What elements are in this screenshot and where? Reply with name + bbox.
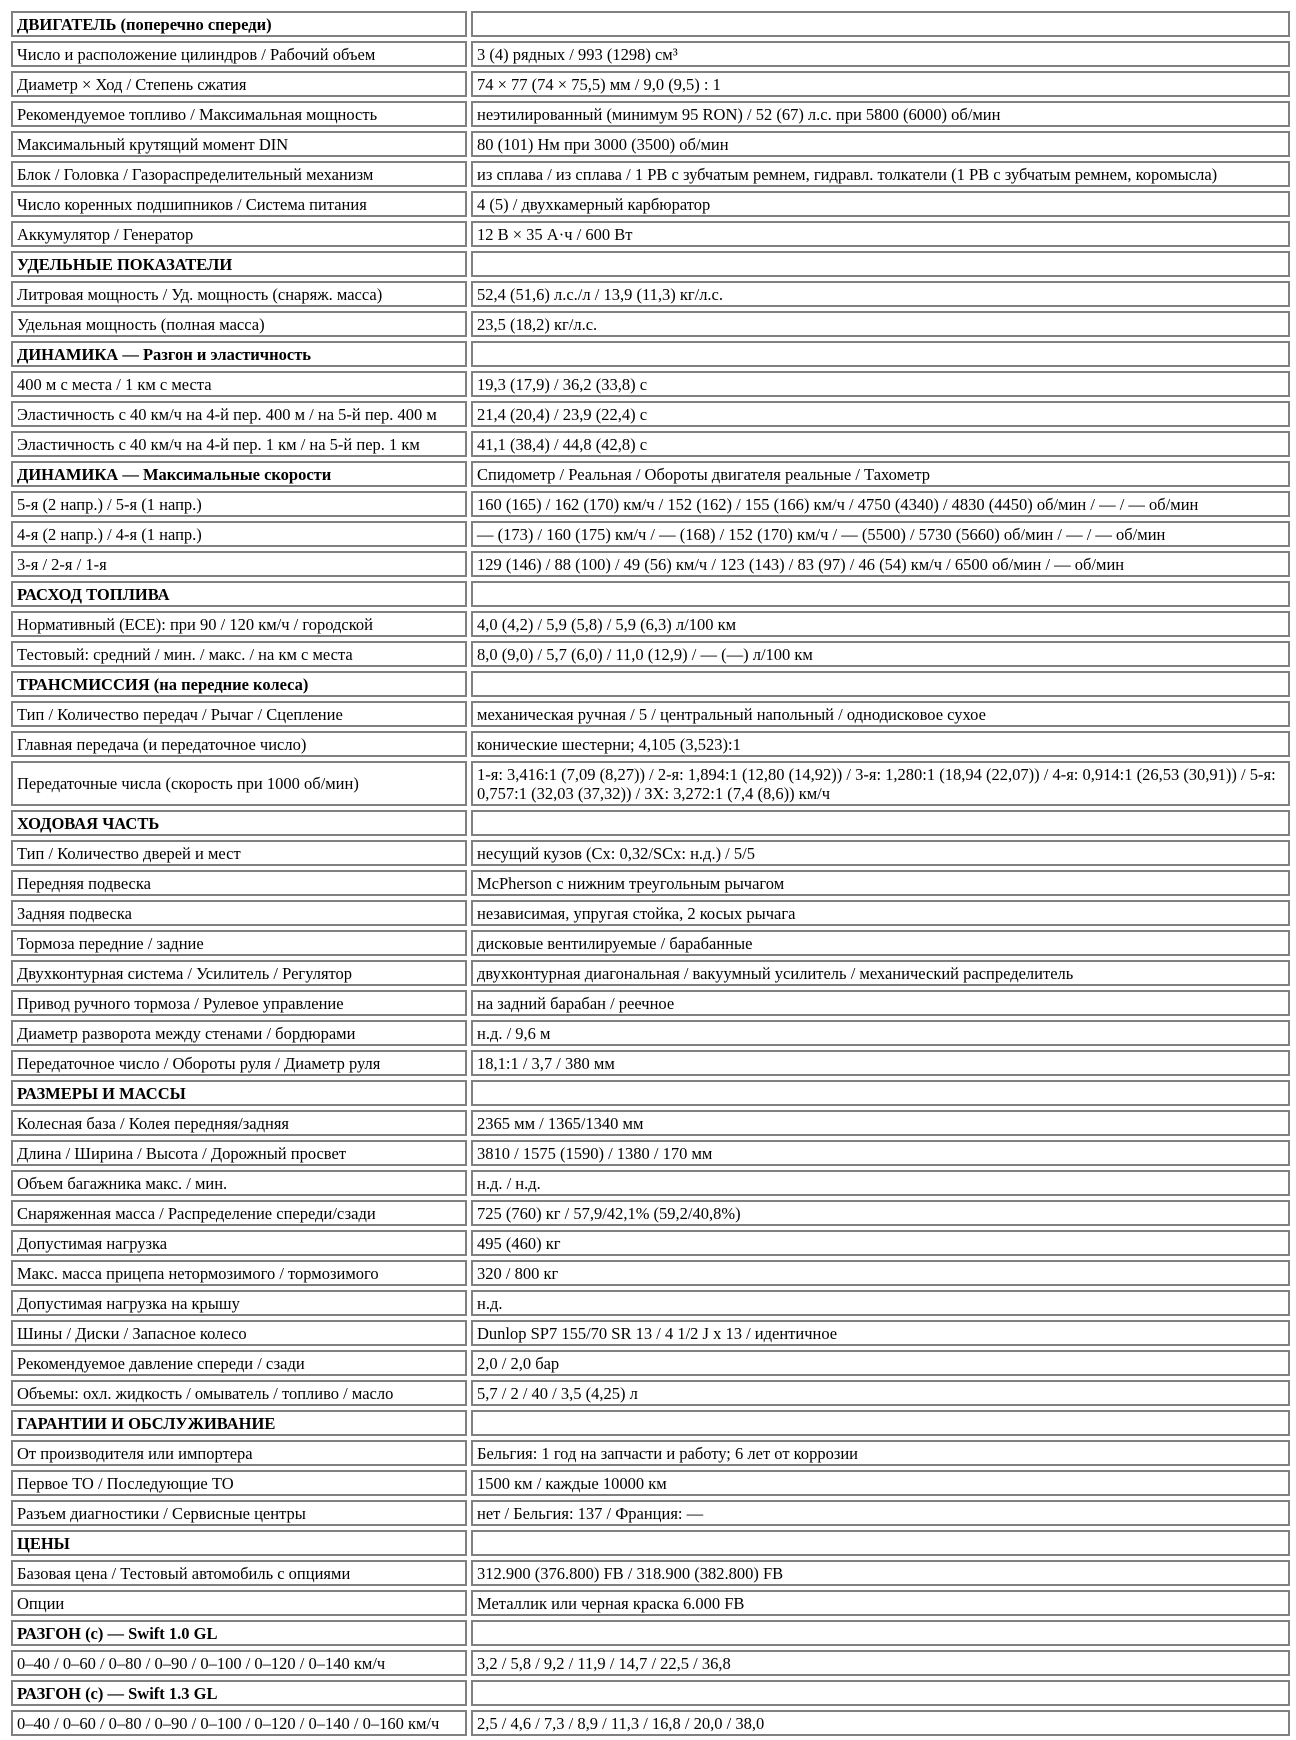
spec-value (471, 1530, 1290, 1556)
spec-value: на задний барабан / реечное (471, 990, 1290, 1016)
section-title: РАЗГОН (с) — Swift 1.0 GL (11, 1620, 467, 1646)
spec-row (11, 131, 1290, 157)
section-title: ГАРАНТИИ И ОБСЛУЖИВАНИЕ (11, 1410, 467, 1436)
spec-row (11, 281, 1290, 307)
spec-row (11, 191, 1290, 217)
spec-label: Главная передача (и передаточное число) (11, 731, 467, 757)
spec-label: Объем багажника макс. / мин. (11, 1170, 467, 1196)
spec-value: 3 (4) рядных / 993 (1298) см³ (471, 41, 1290, 67)
spec-value: 3,2 / 5,8 / 9,2 / 11,9 / 14,7 / 22,5 / 36,8 (471, 1650, 1290, 1676)
spec-label: Шины / Диски / Запасное колесо (11, 1320, 467, 1346)
spec-row (11, 491, 1290, 517)
section-title: ДИНАМИКА — Разгон и эластичность (11, 341, 467, 367)
spec-label: Передаточное число / Обороты руля / Диаметр руля (11, 1050, 467, 1076)
spec-value: 21,4 (20,4) / 23,9 (22,4) с (471, 401, 1290, 427)
spec-row (11, 1380, 1290, 1406)
spec-value: 725 (760) кг / 57,9/42,1% (59,2/40,8%) (471, 1200, 1290, 1226)
spec-value (471, 1680, 1290, 1706)
spec-label: Допустимая нагрузка на крышу (11, 1290, 467, 1316)
spec-value: 12 В × 35 А·ч / 600 Вт (471, 221, 1290, 247)
spec-row (11, 701, 1290, 727)
spec-value: н.д. / 9,6 м (471, 1020, 1290, 1046)
spec-label: Первое ТО / Последующие ТО (11, 1470, 467, 1496)
spec-label: Эластичность с 40 км/ч на 4-й пер. 400 м / на 5-й пер. 400 м (11, 401, 467, 427)
section-title: ДИНАМИКА — Максимальные скорости (11, 461, 467, 487)
spec-label: 4-я (2 напр.) / 4-я (1 напр.) (11, 521, 467, 547)
section-title: РАСХОД ТОПЛИВА (11, 581, 467, 607)
spec-row (11, 431, 1290, 457)
spec-row (11, 1650, 1290, 1676)
spec-row (11, 101, 1290, 127)
spec-value: 4,0 (4,2) / 5,9 (5,8) / 5,9 (6,3) л/100 км (471, 611, 1290, 637)
spec-row (11, 761, 1290, 806)
spec-value: нет / Бельгия: 137 / Франция: — (471, 1500, 1290, 1526)
section-title: ХОДОВАЯ ЧАСТЬ (11, 810, 467, 836)
spec-value: неэтилированный (минимум 95 RON) / 52 (67) л.с. при 5800 (6000) об/мин (471, 101, 1290, 127)
spec-row (11, 551, 1290, 577)
section-title: УДЕЛЬНЫЕ ПОКАЗАТЕЛИ (11, 251, 467, 277)
spec-row (11, 1470, 1290, 1496)
spec-value: Металлик или черная краска 6.000 FB (471, 1590, 1290, 1616)
section-header-row (11, 251, 1290, 277)
spec-value: 8,0 (9,0) / 5,7 (6,0) / 11,0 (12,9) / — (—) л/100 км (471, 641, 1290, 667)
spec-row (11, 1140, 1290, 1166)
spec-row (11, 930, 1290, 956)
spec-table-body (11, 11, 1290, 1736)
spec-value: механическая ручная / 5 / центральный напольный / однодисковое сухое (471, 701, 1290, 727)
section-header-row (11, 810, 1290, 836)
spec-value (471, 810, 1290, 836)
section-header-row (11, 461, 1290, 487)
spec-label: Тип / Количество передач / Рычаг / Сцепление (11, 701, 467, 727)
spec-label: Тип / Количество дверей и мест (11, 840, 467, 866)
section-title: РАЗМЕРЫ И МАССЫ (11, 1080, 467, 1106)
spec-label: Задняя подвеска (11, 900, 467, 926)
spec-label: Снаряженная масса / Распределение спереди/сзади (11, 1200, 467, 1226)
spec-value (471, 11, 1290, 37)
spec-value: Спидометр / Реальная / Обороты двигателя реальные / Тахометр (471, 461, 1290, 487)
spec-value: 312.900 (376.800) FB / 318.900 (382.800) FB (471, 1560, 1290, 1586)
spec-label: Колесная база / Колея передняя/задняя (11, 1110, 467, 1136)
section-title: ЦЕНЫ (11, 1530, 467, 1556)
section-header-row (11, 341, 1290, 367)
spec-value (471, 1080, 1290, 1106)
spec-value: — (173) / 160 (175) км/ч / — (168) / 152 (170) км/ч / — (5500) / 5730 (5660) об/мин / — / — об/мин (471, 521, 1290, 547)
spec-value: 2,0 / 2,0 бар (471, 1350, 1290, 1376)
spec-row (11, 371, 1290, 397)
spec-value: независимая, упругая стойка, 2 косых рычага (471, 900, 1290, 926)
spec-value: 495 (460) кг (471, 1230, 1290, 1256)
spec-label: Привод ручного тормоза / Рулевое управление (11, 990, 467, 1016)
section-title: ТРАНСМИССИЯ (на передние колеса) (11, 671, 467, 697)
spec-value: 4 (5) / двухкамерный карбюратор (471, 191, 1290, 217)
spec-row (11, 1260, 1290, 1286)
spec-row (11, 1020, 1290, 1046)
spec-row (11, 1320, 1290, 1346)
spec-row (11, 1110, 1290, 1136)
spec-value: 129 (146) / 88 (100) / 49 (56) км/ч / 123 (143) / 83 (97) / 46 (54) км/ч / 6500 об/мин / — об/мин (471, 551, 1290, 577)
section-header-row (11, 11, 1290, 37)
spec-label: Литровая мощность / Уд. мощность (снаряж. масса) (11, 281, 467, 307)
spec-value: из сплава / из сплава / 1 РВ с зубчатым ремнем, гидравл. толкатели (1 РВ с зубчатым ремнем, коромысла) (471, 161, 1290, 187)
spec-value (471, 581, 1290, 607)
spec-label: Блок / Головка / Газораспределительный механизм (11, 161, 467, 187)
spec-value: 320 / 800 кг (471, 1260, 1290, 1286)
spec-value: 5,7 / 2 / 40 / 3,5 (4,25) л (471, 1380, 1290, 1406)
spec-label: Длина / Ширина / Высота / Дорожный просвет (11, 1140, 467, 1166)
spec-row (11, 1350, 1290, 1376)
spec-value: 19,3 (17,9) / 36,2 (33,8) с (471, 371, 1290, 397)
section-title: РАЗГОН (с) — Swift 1.3 GL (11, 1680, 467, 1706)
section-header-row (11, 1620, 1290, 1646)
spec-value: Бельгия: 1 год на запчасти и работу; 6 лет от коррозии (471, 1440, 1290, 1466)
spec-value: 18,1:1 / 3,7 / 380 мм (471, 1050, 1290, 1076)
spec-row (11, 1590, 1290, 1616)
spec-row (11, 840, 1290, 866)
spec-label: Удельная мощность (полная масса) (11, 311, 467, 337)
spec-row (11, 641, 1290, 667)
spec-row (11, 311, 1290, 337)
spec-label: Двухконтурная система / Усилитель / Регулятор (11, 960, 467, 986)
spec-label: Разъем диагностики / Сервисные центры (11, 1500, 467, 1526)
spec-label: 400 м с места / 1 км с места (11, 371, 467, 397)
section-header-row (11, 581, 1290, 607)
spec-table (7, 7, 1294, 1740)
section-title: ДВИГАТЕЛЬ (поперечно спереди) (11, 11, 467, 37)
spec-label: Число коренных подшипников / Система питания (11, 191, 467, 217)
spec-value (471, 671, 1290, 697)
spec-row (11, 1440, 1290, 1466)
spec-label: Базовая цена / Тестовый автомобиль с опциями (11, 1560, 467, 1586)
spec-label: Рекомендуемое топливо / Максимальная мощность (11, 101, 467, 127)
spec-value: двухконтурная диагональная / вакуумный усилитель / механический распределитель (471, 960, 1290, 986)
spec-value: 23,5 (18,2) кг/л.с. (471, 311, 1290, 337)
spec-row (11, 611, 1290, 637)
spec-label: Объемы: охл. жидкость / омыватель / топливо / масло (11, 1380, 467, 1406)
spec-label: Нормативный (ECE): при 90 / 120 км/ч / городской (11, 611, 467, 637)
spec-value: 2365 мм / 1365/1340 мм (471, 1110, 1290, 1136)
spec-row (11, 990, 1290, 1016)
spec-row (11, 1290, 1290, 1316)
spec-label: От производителя или импортера (11, 1440, 467, 1466)
spec-value: 41,1 (38,4) / 44,8 (42,8) с (471, 431, 1290, 457)
spec-value (471, 251, 1290, 277)
spec-label: Максимальный крутящий момент DIN (11, 131, 467, 157)
spec-label: Диаметр разворота между стенами / бордюрами (11, 1020, 467, 1046)
spec-row (11, 1500, 1290, 1526)
spec-label: Тестовый: средний / мин. / макс. / на км с места (11, 641, 467, 667)
spec-label: Аккумулятор / Генератор (11, 221, 467, 247)
spec-label: 0–40 / 0–60 / 0–80 / 0–90 / 0–100 / 0–120 / 0–140 км/ч (11, 1650, 467, 1676)
spec-row (11, 401, 1290, 427)
spec-label: Диаметр × Ход / Степень сжатия (11, 71, 467, 97)
section-header-row (11, 671, 1290, 697)
spec-row (11, 161, 1290, 187)
spec-value: 3810 / 1575 (1590) / 1380 / 170 мм (471, 1140, 1290, 1166)
spec-row (11, 221, 1290, 247)
spec-value: 74 × 77 (74 × 75,5) мм / 9,0 (9,5) : 1 (471, 71, 1290, 97)
spec-value: н.д. / н.д. (471, 1170, 1290, 1196)
spec-value: конические шестерни; 4,105 (3,523):1 (471, 731, 1290, 757)
spec-label: Передняя подвеска (11, 870, 467, 896)
spec-value: 80 (101) Нм при 3000 (3500) об/мин (471, 131, 1290, 157)
spec-row (11, 870, 1290, 896)
spec-value: 160 (165) / 162 (170) км/ч / 152 (162) / 155 (166) км/ч / 4750 (4340) / 4830 (4450) об/мин / — / — об/мин (471, 491, 1290, 517)
spec-value: McPherson с нижним треугольным рычагом (471, 870, 1290, 896)
spec-value: Dunlop SP7 155/70 SR 13 / 4 1/2 J x 13 / идентичное (471, 1320, 1290, 1346)
spec-value: несущий кузов (Cx: 0,32/SCx: н.д.) / 5/5 (471, 840, 1290, 866)
spec-label: Эластичность с 40 км/ч на 4-й пер. 1 км / на 5-й пер. 1 км (11, 431, 467, 457)
spec-row (11, 1560, 1290, 1586)
spec-value (471, 1620, 1290, 1646)
spec-label: 3-я / 2-я / 1-я (11, 551, 467, 577)
spec-value: дисковые вентилируемые / барабанные (471, 930, 1290, 956)
spec-label: Тормоза передние / задние (11, 930, 467, 956)
section-header-row (11, 1530, 1290, 1556)
spec-row (11, 731, 1290, 757)
spec-row (11, 1710, 1290, 1736)
spec-value: н.д. (471, 1290, 1290, 1316)
spec-row (11, 1200, 1290, 1226)
spec-row (11, 521, 1290, 547)
spec-row (11, 960, 1290, 986)
section-header-row (11, 1080, 1290, 1106)
spec-value (471, 341, 1290, 367)
spec-value (471, 1410, 1290, 1436)
spec-row (11, 41, 1290, 67)
spec-row (11, 1170, 1290, 1196)
spec-label: Допустимая нагрузка (11, 1230, 467, 1256)
spec-label: Опции (11, 1590, 467, 1616)
spec-label: Макс. масса прицепа нетормозимого / тормозимого (11, 1260, 467, 1286)
spec-label: 0–40 / 0–60 / 0–80 / 0–90 / 0–100 / 0–120 / 0–140 / 0–160 км/ч (11, 1710, 467, 1736)
spec-row (11, 71, 1290, 97)
spec-row (11, 900, 1290, 926)
spec-label: Передаточные числа (скорость при 1000 об/мин) (11, 761, 467, 806)
section-header-row (11, 1410, 1290, 1436)
spec-label: Число и расположение цилиндров / Рабочий объем (11, 41, 467, 67)
spec-value: 2,5 / 4,6 / 7,3 / 8,9 / 11,3 / 16,8 / 20,0 / 38,0 (471, 1710, 1290, 1736)
spec-value: 1-я: 3,416:1 (7,09 (8,27)) / 2-я: 1,894:1 (12,80 (14,92)) / 3-я: 1,280:1 (18,94 (22,07)) / 4-я: 0,914:1 (26,53 (30,91)) / 5-я: 0,757:1 (32,03 (37,32)) / ЗХ: 3,272:1 (7,4 (8,6)) км/ч (471, 761, 1290, 806)
spec-row (11, 1050, 1290, 1076)
spec-label: 5-я (2 напр.) / 5-я (1 напр.) (11, 491, 467, 517)
spec-value: 1500 км / каждые 10000 км (471, 1470, 1290, 1496)
spec-label: Рекомендуемое давление спереди / сзади (11, 1350, 467, 1376)
spec-value: 52,4 (51,6) л.с./л / 13,9 (11,3) кг/л.с. (471, 281, 1290, 307)
spec-row (11, 1230, 1290, 1256)
section-header-row (11, 1680, 1290, 1706)
